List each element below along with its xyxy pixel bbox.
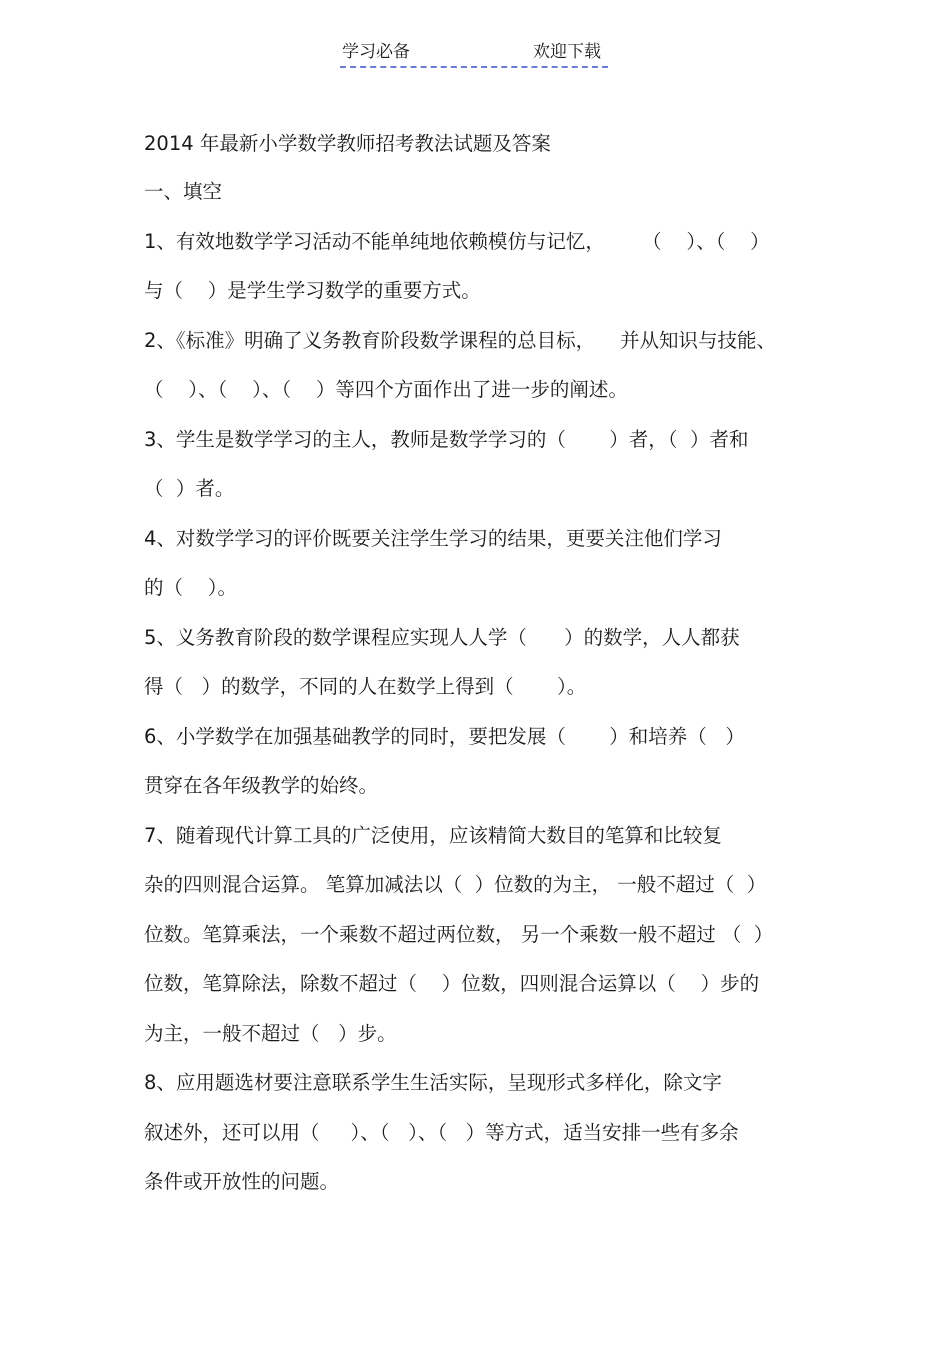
header-right-text: 欢迎下载	[533, 42, 601, 62]
text-line: 5、义务教育阶段的数学课程应实现人人学（ ）的数学，人人都获	[144, 625, 740, 649]
document-body	[144, 128, 809, 1216]
header-left-text: 学习必备	[342, 42, 410, 62]
text-line: 为主，一般不超过（ ）步。	[144, 1021, 397, 1045]
text-line: 4、对数学学习的评价既要关注学生学习的结果，更要关注他们学习	[144, 526, 722, 550]
text-line: 6、小学数学在加强基础教学的同时，要把发展（ ）和培养（ ）	[144, 724, 745, 748]
text-line: 2、《标准》明确了义务教育阶段数学课程的总目标， 并从知识与技能、	[144, 328, 776, 352]
text-line: 3、学生是数学学习的主人，教师是数学学习的（ ）者，（ ）者和	[144, 427, 749, 451]
text-line: 位数。笔算乘法，一个乘数不超过两位数， 另一个乘数一般不超过 （ ）	[144, 922, 774, 946]
text-line: 8、应用题选材要注意联系学生生活实际，呈现形式多样化，除文字	[144, 1071, 722, 1094]
text-line: 杂的四则混合运算。 笔算加减法以（ ）位数的为主， 一般不超过（ ）	[144, 873, 767, 896]
text-line: 7、随着现代计算工具的广泛使用，应该精简大数目的笔算和比较复	[144, 823, 722, 847]
text-line: 位数，笔算除法，除数不超过（ ）位数，四则混合运算以（ ）步的	[144, 972, 760, 995]
document-title: 2014 年最新小学数学教师招考教法试题及答案	[144, 132, 551, 155]
text-line: 贯穿在各年级教学的始终。	[144, 774, 379, 797]
text-line: 与（ ）是学生学习数学的重要方式。	[144, 279, 481, 302]
text-line: 得（ ）的数学，不同的人在数学上得到（ ）。	[144, 675, 587, 698]
text-line: 条件或开放性的问题。	[144, 1170, 340, 1193]
text-line: （ ）、（ ）、（ ）等四个方面作出了进一步的阐述。	[144, 378, 628, 401]
text-line: 1、有效地数学学习活动不能单纯地依赖模仿与记忆， （ ）、（ ）	[144, 229, 770, 253]
text-line: 的（ ）。	[144, 576, 238, 599]
page-header	[340, 40, 608, 68]
text-line: 叙述外，还可以用（ ）、（ ）、（ ）等方式，适当安排一些有多余	[144, 1120, 739, 1144]
section-heading: 一、填空	[144, 180, 223, 203]
text-line: （ ）者。	[144, 477, 235, 500]
